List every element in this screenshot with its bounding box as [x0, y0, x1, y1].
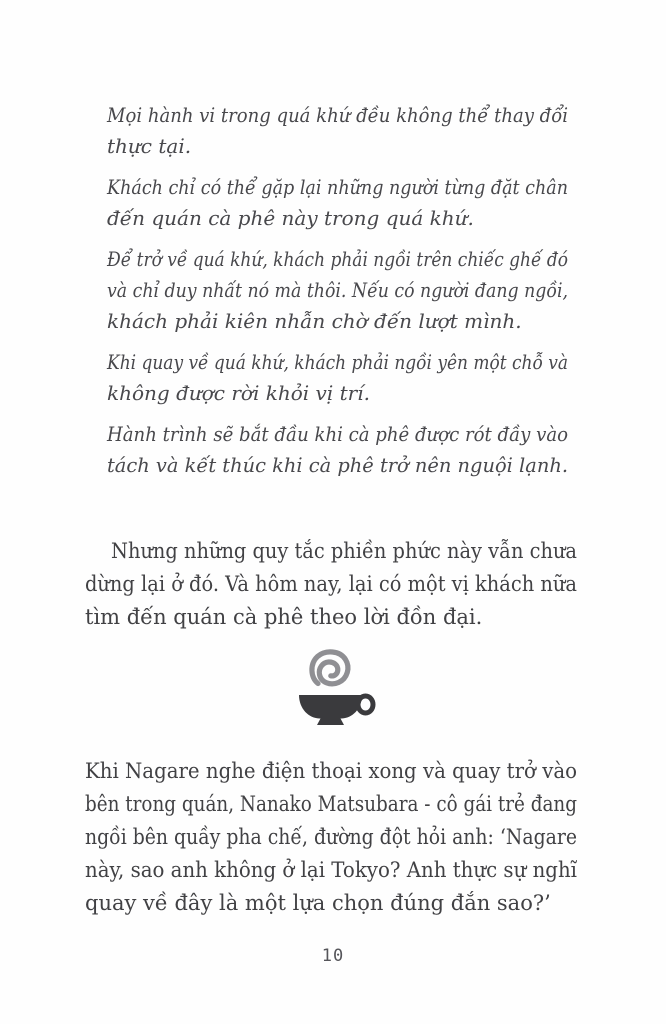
text-line: Để trở về quá khứ, khách phải ngồi trên chiếc ghế đó: [107, 247, 568, 271]
text-line: quay về đây là một lựa chọn đúng đắn sao?’: [85, 891, 551, 915]
rule-paragraph: [107, 172, 568, 234]
text-line: Hành trình sẽ bắt đầu khi cà phê được rót đầy vào: [107, 422, 568, 446]
cup-foot: [317, 719, 344, 726]
page-number-value: 10: [321, 946, 345, 966]
body-paragraph: [85, 755, 577, 920]
rules-excerpt-block: [107, 100, 568, 481]
text-line: Khách chỉ có thể gặp lại những người từng đặt chân: [107, 175, 568, 199]
text-line: tìm đến quán cà phê theo lời đồn đại.: [85, 605, 483, 629]
rule-paragraph: [107, 347, 568, 409]
text-line: dừng lại ở đó. Và hôm nay, lại có một vị khách nữa: [85, 572, 577, 596]
text-line: bên trong quán, Nanako Matsubara - cô gái trẻ đang: [85, 792, 577, 816]
text-line: này, sao anh không ở lại Tokyo? Anh thực sự nghĩ: [85, 858, 577, 882]
text-line: và chỉ duy nhất nó mà thôi. Nếu có người đang ngồi,: [107, 278, 568, 302]
narrative-text-block: [85, 535, 577, 920]
section-divider-ornament: [297, 648, 377, 728]
text-line: Mọi hành vi trong quá khứ đều không thể thay đổi: [107, 103, 568, 127]
text-line: đến quán cà phê này trong quá khứ.: [107, 206, 474, 230]
text-line: không được rời khỏi vị trí.: [107, 381, 370, 405]
text-line: thực tại.: [107, 134, 192, 158]
text-line: tách và kết thúc khi cà phê trở nên nguội lạnh.: [107, 453, 568, 477]
text-line: khách phải kiên nhẫn chờ đến lượt mình.: [107, 309, 522, 333]
page-number: [0, 946, 666, 966]
text-line: Nhưng những quy tắc phiền phức này vẫn chưa: [111, 539, 577, 563]
rule-paragraph: [107, 244, 568, 337]
text-line: Khi Nagare nghe điện thoại xong và quay trở vào: [85, 759, 577, 783]
steam-swirl-icon: [312, 652, 348, 684]
body-paragraph: [85, 535, 577, 634]
coffee-cup-icon: [297, 648, 377, 728]
rule-paragraph: [107, 100, 568, 162]
cup-body: [299, 695, 362, 719]
text-line: ngồi bên quầy pha chế, đường đột hỏi anh: ‘Nagare: [85, 825, 577, 849]
rule-paragraph: [107, 419, 568, 481]
text-line: Khi quay về quá khứ, khách phải ngồi yên một chỗ và: [107, 350, 568, 374]
